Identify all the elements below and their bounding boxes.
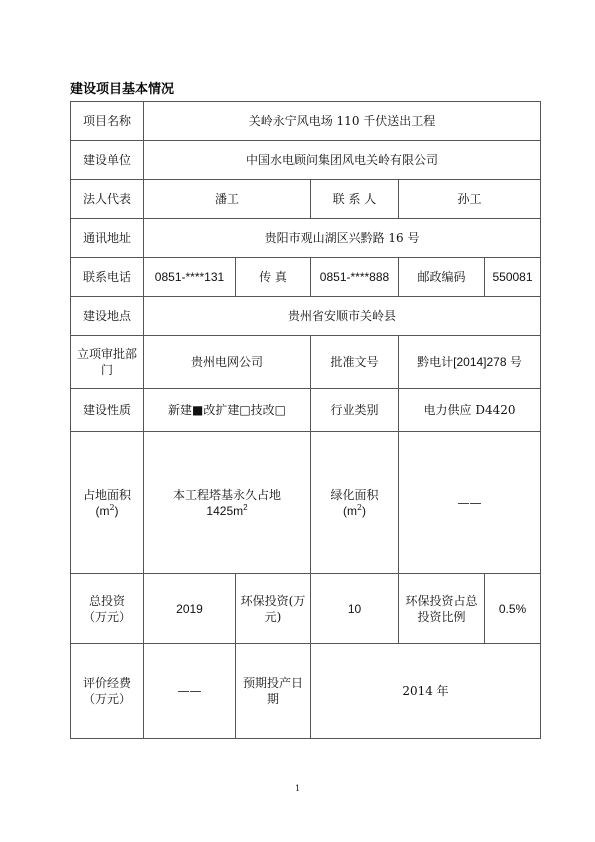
area-value-num: 1425m (206, 503, 244, 518)
table-row (71, 297, 541, 336)
approval-label: 立项审批部门 (71, 336, 144, 389)
project-info-table (70, 101, 541, 739)
area-label-main: 占地面积 (82, 487, 131, 502)
approval-doc-label: 批准文号 (311, 336, 399, 389)
legal-rep-value: 潘工 (144, 180, 311, 219)
nature-value: 新建■改扩建□技改□ (144, 389, 311, 432)
expected-date-value: 2014 年 (311, 644, 541, 739)
phone-value: 0851-****131 (144, 258, 236, 297)
site-value: 贵州省安顺市关岭县 (144, 297, 541, 336)
area-value-main: 本工程塔基永久占地 (172, 487, 281, 502)
evaluation-value: —— (144, 644, 236, 739)
fax-value: 0851-****888 (311, 258, 399, 297)
expected-date-label: 预期投产日期 (236, 644, 311, 739)
phone-label: 联系电话 (71, 258, 144, 297)
env-ratio-value: 0.5% (485, 574, 541, 644)
table-row (71, 574, 541, 644)
investment-value: 2019 (144, 574, 236, 644)
construction-unit-value: 中国水电顾问集团风电关岭有限公司 (144, 141, 541, 180)
table-row (71, 102, 541, 141)
site-label: 建设地点 (71, 297, 144, 336)
page-number: 1 (294, 784, 301, 793)
industry-value: 电力供应 D4420 (399, 389, 541, 432)
env-investment-value: 10 (311, 574, 399, 644)
green-area-label-unit: (m (342, 503, 357, 518)
area-label-unit-line: $(m^2)$ (95, 502, 119, 518)
legal-rep-label: 法人代表 (71, 180, 144, 219)
evaluation-label-main: 评价经费 (82, 676, 131, 690)
approval-value: 贵州电网公司 (144, 336, 311, 389)
env-investment-label: 环保投资(万元) (236, 574, 311, 644)
postcode-label: 邮政编码 (399, 258, 485, 297)
table-row (71, 141, 541, 180)
area-label (71, 432, 144, 574)
section-heading: 建设项目基本情况 (70, 82, 175, 97)
table-row (71, 644, 541, 739)
project-name-value: 关岭永宁风电场 110 千伏送出工程 (144, 102, 541, 141)
construction-unit-label: 建设单位 (71, 141, 144, 180)
postcode-value: 550081 (485, 258, 541, 297)
area-value-num-line (147, 503, 307, 519)
evaluation-label-unit: （万元） (82, 692, 131, 706)
table-row (71, 432, 541, 574)
green-area-label-unit-line: $(m^2)$ (342, 502, 367, 518)
green-area-label-main: 绿化面积 (330, 487, 379, 502)
green-area-label (311, 432, 399, 574)
contact-label: 联 系 人 (311, 180, 399, 219)
green-area-value: —— (399, 432, 541, 574)
contact-value: 孙工 (399, 180, 541, 219)
approval-doc-value: 黔电计[2014]278 号 (399, 336, 541, 389)
fax-label: 传 真 (236, 258, 311, 297)
investment-label-main: 总投资 (88, 593, 125, 608)
table-row (71, 389, 541, 432)
area-label-sup: 2 (109, 502, 115, 512)
env-ratio-label: 环保投资占总投资比例 (399, 574, 485, 644)
table-row (71, 336, 541, 389)
investment-label-unit: （万元） (82, 609, 131, 624)
table-row (71, 258, 541, 297)
address-value: 贵阳市观山湖区兴黔路 16 号 (144, 219, 541, 258)
green-area-label-sup: 2 (356, 502, 363, 512)
industry-label: 行业类别 (311, 389, 399, 432)
table-row (71, 219, 541, 258)
evaluation-label (71, 644, 144, 739)
investment-label (71, 574, 144, 644)
project-name-label: 项目名称 (71, 102, 144, 141)
area-value-sup: 2 (243, 502, 248, 512)
area-label-unit: (m (95, 503, 110, 518)
nature-label: 建设性质 (71, 389, 144, 432)
address-label: 通讯地址 (71, 219, 144, 258)
table-row (71, 180, 541, 219)
area-value (144, 432, 311, 574)
